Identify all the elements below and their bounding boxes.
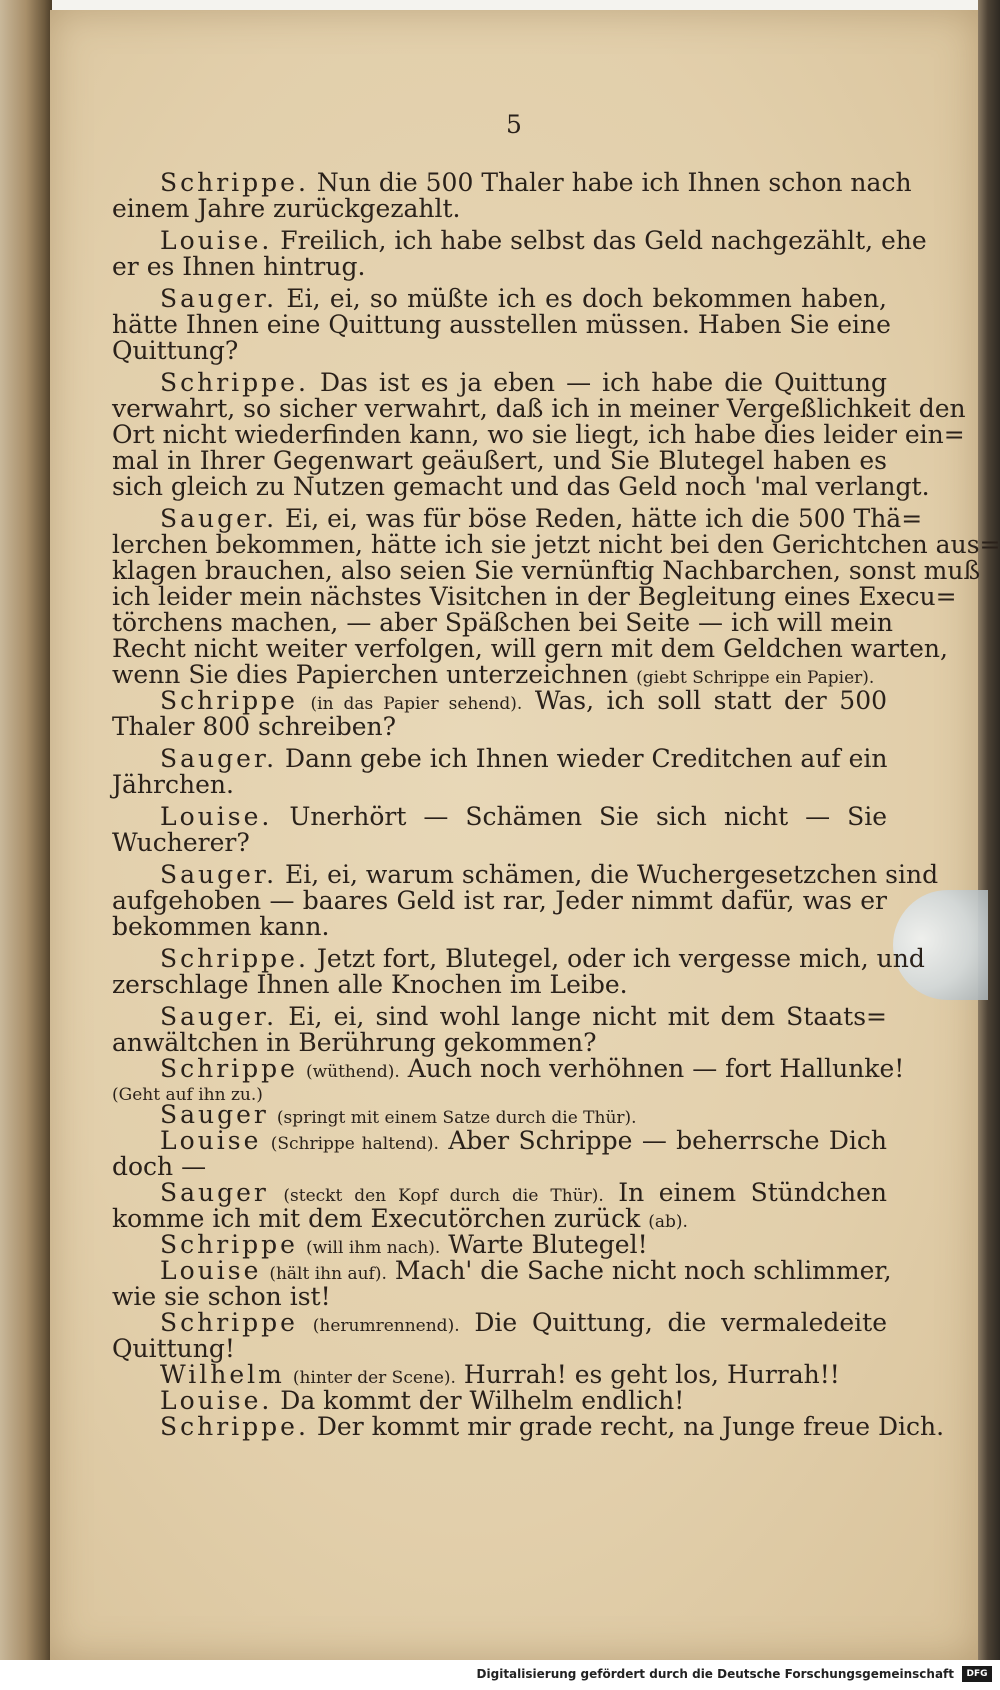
line-text: In einem Stündchen — [618, 1178, 888, 1207]
text-line — [112, 252, 887, 282]
text-line — [112, 336, 887, 366]
line-text: Ei, ei, so müßte ich es doch bekommen haben, — [286, 284, 887, 313]
speaker-name: Sauger. — [160, 284, 278, 313]
line-text: Nun die 500 Thaler habe ich Ihnen schon nach — [316, 168, 912, 197]
line-text: hätte Ihnen eine Quittung ausstellen müssen. Haben Sie eine — [112, 310, 891, 339]
speaker-name: Schrippe. — [160, 368, 309, 397]
stage-direction: (herumrennend). — [312, 1316, 460, 1336]
line-text: Mach' die Sache nicht noch schlimmer, — [394, 1256, 892, 1285]
text-line — [112, 912, 887, 942]
paper-page — [50, 10, 1000, 1660]
speaker-name: Schrippe — [160, 1308, 298, 1337]
line-text: Aber Schrippe — beherrsche Dich — [448, 1126, 887, 1155]
line-text: verwahrt, so sicher verwahrt, daß ich in meiner Vergeßlichkeit den — [112, 394, 966, 423]
line-text: Freilich, ich habe selbst das Geld nachgezählt, ehe — [280, 226, 927, 255]
line-text: Warte Blutegel! — [448, 1230, 648, 1259]
line-text: sich gleich zu Nutzen gemacht und das Geld noch 'mal verlangt. — [112, 472, 930, 501]
line-text: Die Quittung, die vermaledeite — [474, 1308, 888, 1337]
line-text: Jetzt fort, Blutegel, oder ich vergesse mich, und — [316, 944, 925, 973]
speaker-name: Sauger. — [160, 1002, 278, 1031]
line-text: wenn Sie dies Papierchen unterzeichnen — [112, 660, 629, 689]
stage-direction: (hält ihn auf). — [269, 1264, 387, 1284]
stage-direction: (will ihm nach). — [305, 1238, 441, 1258]
funding-credit: Digitalisierung gefördert durch die Deutsche Forschungsgemeinschaft — [476, 1667, 954, 1681]
book-right-edge — [978, 0, 1000, 1690]
line-text: Thaler 800 schreiben? — [112, 712, 397, 741]
speaker-name: Louise — [160, 1126, 262, 1155]
speaker-name: Schrippe. — [160, 1412, 309, 1441]
line-text: zerschlage Ihnen alle Knochen im Leibe. — [112, 970, 628, 999]
speaker-name: Sauger. — [160, 744, 278, 773]
text-line — [112, 194, 887, 224]
dfg-logo: DFG — [962, 1666, 992, 1682]
line-text: einem Jahre zurückgezahlt. — [112, 194, 461, 223]
line-text: Recht nicht weiter verfolgen, will gern mit dem Geldchen warten, — [112, 634, 948, 663]
line-text: törchens machen, — aber Späßchen bei Seite — ich will mein — [112, 608, 893, 637]
line-text: bekommen kann. — [112, 912, 330, 941]
line-text: Das ist es ja eben — ich habe die Quittung — [320, 368, 888, 397]
line-text: Quittung! — [112, 1334, 235, 1363]
speaker-name: Schrippe — [160, 1054, 298, 1083]
line-text: Der kommt mir grade recht, na Junge freue Dich. — [316, 1412, 945, 1441]
line-text: Hurrah! es geht los, Hurrah!! — [463, 1360, 840, 1389]
stage-direction: (in das Papier sehend). — [310, 694, 523, 714]
line-text: komme ich mit dem Executörchen zurück — [112, 1204, 641, 1233]
page-number: 5 — [506, 110, 522, 139]
line-text: lerchen bekommen, hätte ich sie jetzt nicht bei den Gerichtchen aus= — [112, 530, 1000, 559]
stage-direction: (springt mit einem Satze durch die Thür). — [276, 1108, 637, 1128]
line-text: klagen brauchen, also seien Sie vernünftig Nachbarchen, sonst muß — [112, 556, 981, 585]
speaker-name: Louise. — [160, 226, 273, 255]
speaker-name: Sauger — [160, 1100, 269, 1129]
line-text: Jährchen. — [112, 770, 234, 799]
text-line — [112, 970, 887, 1000]
stage-direction: (hinter der Scene). — [292, 1368, 456, 1388]
stage-direction: (Schrippe haltend). — [270, 1134, 439, 1154]
line-text: Unerhört — Schämen Sie sich nicht — Sie — [289, 802, 887, 831]
text-line — [112, 712, 887, 742]
speaker-name: Louise. — [160, 802, 273, 831]
speaker-name: Louise. — [160, 1386, 273, 1415]
line-text: ich leider mein nächstes Visitchen in der Begleitung eines Execu= — [112, 582, 957, 611]
text-line — [112, 770, 887, 800]
line-text: Da kommt der Wilhelm endlich! — [280, 1386, 685, 1415]
stage-direction: (steckt den Kopf durch die Thür). — [283, 1186, 604, 1206]
line-text: mal in Ihrer Gegenwart geäußert, und Sie Blutegel haben es — [112, 446, 887, 475]
line-text: Ort nicht wiederfinden kann, wo sie liegt, ich habe dies leider ein= — [112, 420, 965, 449]
line-text: Ei, ei, sind wohl lange nicht mit dem Staats= — [288, 1002, 887, 1031]
speaker-name: Sauger — [160, 1178, 269, 1207]
stage-direction: (ab). — [648, 1212, 688, 1232]
line-text: (Geht auf ihn zu.) — [112, 1085, 263, 1105]
speaker-name: Louise — [160, 1256, 262, 1285]
line-text: Ei, ei, was für böse Reden, hätte ich die 500 Thä= — [285, 504, 923, 533]
stage-direction: (giebt Schrippe ein Papier). — [636, 668, 875, 688]
line-text: Ei, ei, warum schämen, die Wuchergesetzchen sind — [285, 860, 939, 889]
speaker-name: Sauger. — [160, 860, 278, 889]
speaker-name: Schrippe — [160, 1230, 298, 1259]
speaker-name: Wilhelm — [160, 1360, 285, 1389]
line-text: aufgehoben — baares Geld ist rar, Jeder nimmt dafür, was er — [112, 886, 887, 915]
line-text: anwältchen in Berührung gekommen? — [112, 1028, 597, 1057]
line-text: Dann gebe ich Ihnen wieder Creditchen auf ein — [285, 744, 888, 773]
book-binding-edge — [0, 0, 52, 1690]
footer-bar — [0, 1660, 1000, 1690]
speaker-name: Schrippe. — [160, 168, 309, 197]
text-line — [112, 472, 930, 502]
speaker-name: Schrippe. — [160, 944, 309, 973]
speaker-name: Sauger. — [160, 504, 278, 533]
line-text: Auch noch verhöhnen — fort Hallunke! — [407, 1054, 905, 1083]
line-text: Wucherer? — [112, 828, 250, 857]
line-text: er es Ihnen hintrug. — [112, 252, 366, 281]
line-text: Quittung? — [112, 336, 239, 365]
line-text: Was, ich soll statt der 500 — [534, 686, 888, 715]
text-line — [112, 1412, 945, 1442]
speaker-name: Schrippe — [160, 686, 298, 715]
line-text: wie sie schon ist! — [112, 1282, 331, 1311]
text-line — [112, 828, 887, 858]
stage-direction: (wüthend). — [305, 1062, 400, 1082]
line-text: doch — — [112, 1152, 207, 1181]
